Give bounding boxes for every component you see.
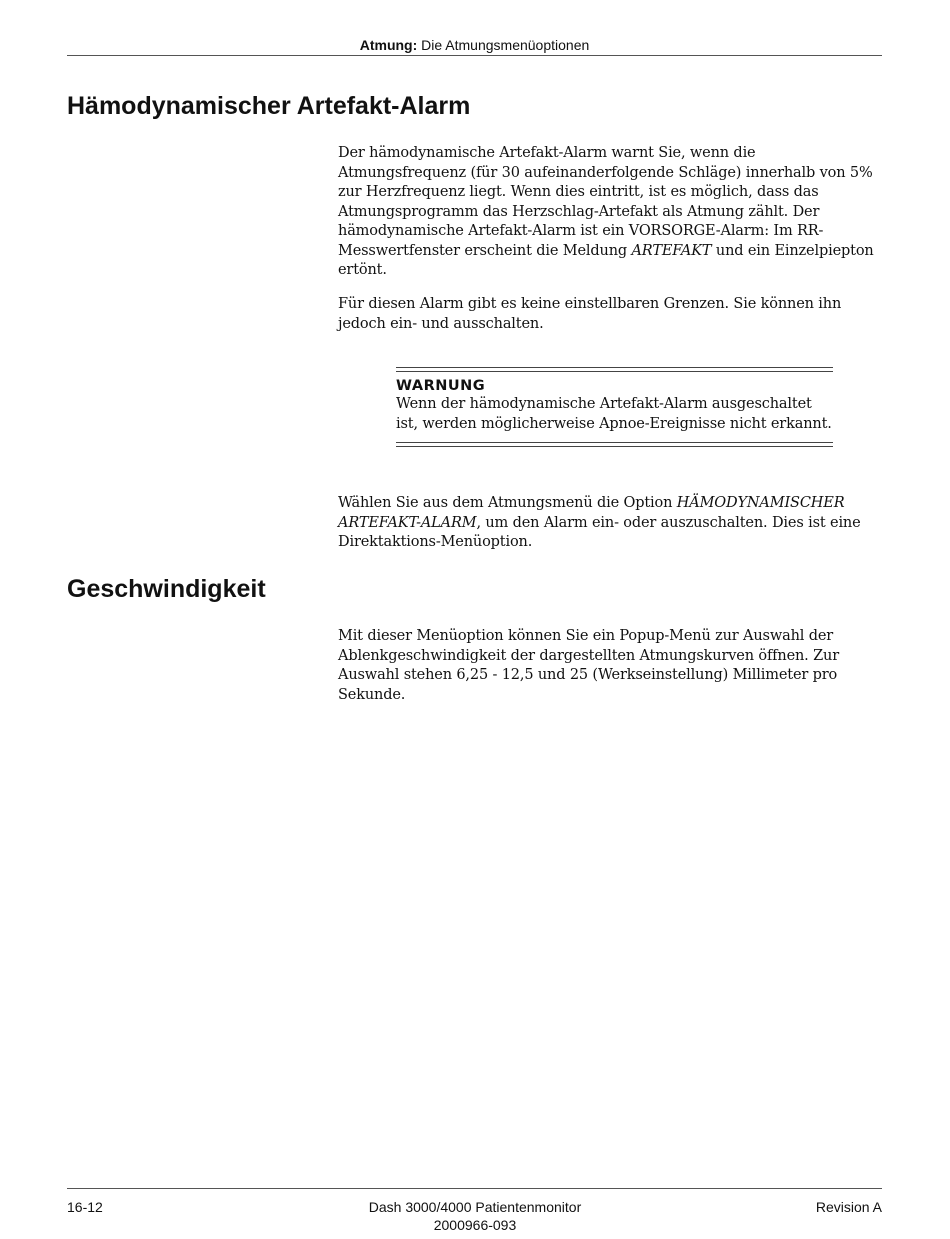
warning-top-rule xyxy=(396,367,833,372)
footer-page-number: 16-12 xyxy=(67,1199,103,1215)
warning-bottom-rule xyxy=(396,442,833,447)
header-title: Die Atmungsmenüoptionen xyxy=(421,37,590,53)
header-section: Atmung: xyxy=(359,37,418,53)
warning-box xyxy=(396,367,833,447)
paragraph-artefakt-description xyxy=(338,144,878,281)
footer-product-name: Dash 3000/4000 Patientenmonitor xyxy=(368,1199,582,1215)
footer-revision: Revision A xyxy=(815,1199,882,1215)
section-heading-artefakt-alarm: Hämodynamischer Artefakt-Alarm xyxy=(67,92,471,120)
text-run: Der hämodynamische Artefakt-Alarm warnt Sie, wenn die Atmungsfrequenz (für 30 aufeinanderfolgende Schläge) innerhalb von 5% zur Herzfrequenz liegt. Wenn dies eintritt, ist es möglich, dass das Atmungsprogramm das Herzschlag-Artefakt als Atmung zählt. Der hämodynamische Artefakt-Alarm ist ein VORSORGE-Alarm: Im RR-Messwertfenster erscheint die Meldung xyxy=(338,145,873,259)
header-rule xyxy=(67,55,882,56)
text-run: Wählen Sie aus dem Atmungsmenü die Option xyxy=(338,495,677,511)
text-run: und ein Einzelpiepton ertönt. xyxy=(338,242,874,278)
section-heading-geschwindigkeit: Geschwindigkeit xyxy=(67,575,266,603)
warning-title: WARNUNG xyxy=(396,378,486,394)
text-run: , um den Alarm ein- oder auszuschalten. Dies ist eine Direktaktions-Menüoption. xyxy=(338,514,861,550)
footer-document-number: 2000966-093 xyxy=(433,1217,517,1233)
paragraph-menu-option xyxy=(338,494,878,553)
warning-text: Wenn der hämodynamische Artefakt-Alarm ausgeschaltet ist, werden möglicherweise Apnoe-Ereignisse nicht erkannt. xyxy=(396,396,832,432)
paragraph-no-limits: Für diesen Alarm gibt es keine einstellbaren Grenzen. Sie können ihn jedoch ein- und ausschalten. xyxy=(338,296,842,332)
italic-term: HÄMODYNAMISCHER ARTEFAKT-ALARM xyxy=(338,495,845,531)
paragraph-speed-description: Mit dieser Menüoption können Sie ein Popup-Menü zur Auswahl der Ablenkgeschwindigkeit der dargestellten Atmungskurven öffnen. Zur Auswahl stehen 6,25 - 12,5 und 25 (Werkseinstellung) Millimeter pro Sekunde. xyxy=(338,628,840,703)
footer-rule xyxy=(67,1188,882,1189)
italic-term: ARTEFAKT xyxy=(631,242,712,259)
footer-product xyxy=(300,1198,650,1234)
running-header xyxy=(67,36,882,54)
